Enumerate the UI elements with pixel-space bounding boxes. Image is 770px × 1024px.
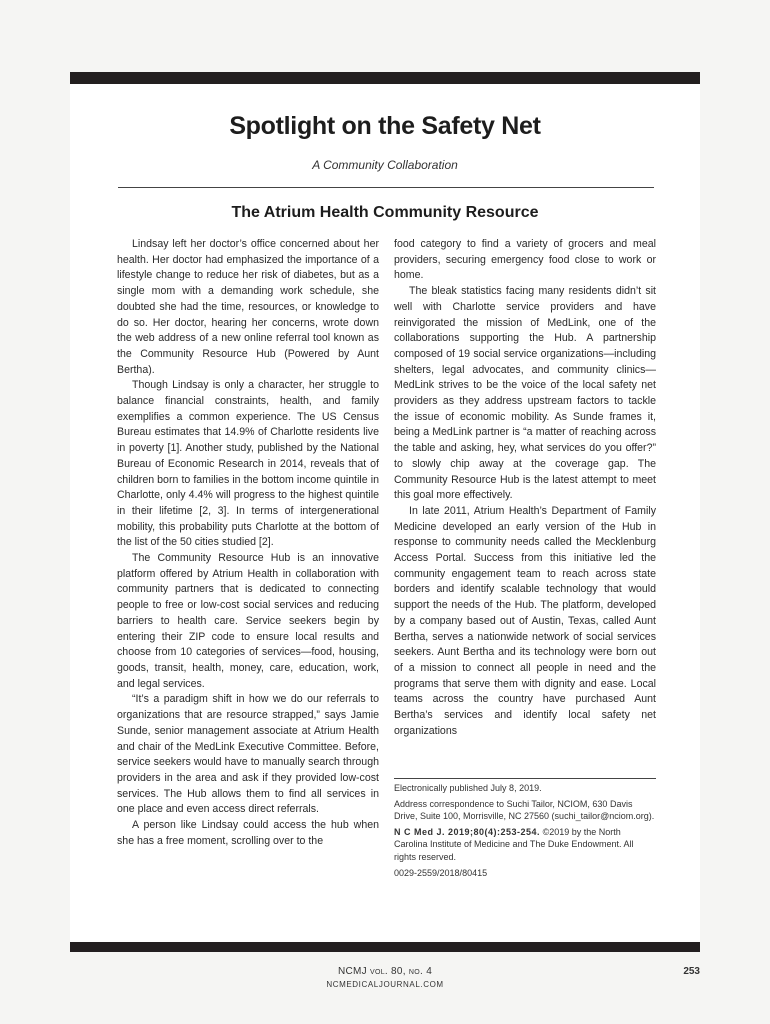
title-divider xyxy=(118,187,654,188)
left-paragraph-4: “It’s a paradigm shift in how we do our referrals to organizations that are resource strapped,” says Jamie Sunde, senior management associate at Atrium Health and chair of the MedLink Executive Committee. Before, service seekers would have to manually search through providers in the area and ask if they provided low-cost services. The Hub allows them to find all services in one place and even access direct referrals. xyxy=(117,693,379,816)
page-subtitle: A Community Collaboration xyxy=(312,158,458,172)
right-paragraph-1: food category to find a variety of grocers and meal providers, securing emergency food close to work or home. xyxy=(394,238,656,282)
footer-website-link[interactable]: NCMEDICALJOURNAL.COM xyxy=(326,980,444,989)
citation-reference: N C Med J. 2019;80(4):253-254. xyxy=(394,826,541,837)
right-paragraph-2: The bleak statistics facing many residents didn’t sit well with Charlotte service providers and have reinvigorated the mission of MedLink, one of the collaborations supporting the Hub. A partnership composed of 19 social service organizations—including shelters, legal advocates, and community clinics—MedLink strives to be the voice of the local safety net providers as they address upstream factors to tackle the issue of economic mobility. As Sunde frames it, being a MedLink partner is “a matter of reaching across the table and asking, hey, what services do you offer?” to slowly chip away at the coverage gap. The Community Resource Hub is the latest attempt to meet this goal more effectively. xyxy=(394,285,656,502)
left-paragraph-2: Though Lindsay is only a character, her struggle to balance financial constraints, health, and family exemplifies a common experience. The US Census Bureau estimates that 14.9% of Charlotte residents live in poverty [1]. Another study, published by the National Bureau of Economic Research in 2014, reveals that of children born to families in the bottom income quintile in Charlotte, only 4.4% will progress to the highest quintile in their lifetime [2, 3]. In terms of intergenerational mobility, this probability puts Charlotte at the bottom of the list of the 50 cities studied [2]. xyxy=(117,379,379,549)
page-title: Spotlight on the Safety Net xyxy=(229,112,541,140)
footnote-correspondence: Address correspondence to Suchi Tailor, NCIOM, 630 Davis Drive, Suite 100, Morrisville, NC 27560 (suchi_tailor@nciom.org). xyxy=(394,798,655,822)
page-number: 253 xyxy=(683,966,700,977)
right-paragraph-3: In late 2011, Atrium Health’s Department of Family Medicine developed an early version of the Hub in response to community needs called the Mecklenburg Access Portal. Success from this initiative led the community engagement team to reach across state borders and identify scalable technology that would support the needs of the Hub. The platform, developed by a company based out of Austin, Texas, called Aunt Bertha, serves a nationwide network of social services seekers. Aunt Bertha and its technology were born out of a mission to connect all people in need and the programs that serve them with dignity and ease. Local teams across the country have purchased Aunt Bertha’s services and identify local safety net organizations xyxy=(394,504,656,737)
footnote-issn: 0029-2559/2018/80415 xyxy=(394,867,488,878)
left-paragraph-5: A person like Lindsay could access the hub when she has a free moment, scrolling over to the xyxy=(117,819,379,847)
footer-journal: NCMJ vol. 80, no. 4 xyxy=(337,966,433,977)
section-title: The Atrium Health Community Resource xyxy=(231,204,539,221)
footnote-citation xyxy=(394,826,656,864)
left-column xyxy=(117,237,379,849)
left-paragraph-3: The Community Resource Hub is an innovative platform offered by Atrium Health in collaboration with community partners that is dedicated to connecting people to free or low-cost social services and reducing barriers to health care. Service seekers begin by entering their ZIP code to ensure local results and choose from 10 categories of services—food, housing, goods, transit, health, money, care, education, work, and legal services. xyxy=(117,552,379,690)
footnotes xyxy=(394,782,656,882)
right-column xyxy=(394,237,656,740)
bottom-bar xyxy=(70,942,700,952)
citation-copyright: ©2019 by the North Carolina Institute of Medicine and The Duke Endowment. All rights reserved. xyxy=(394,826,634,862)
footnote-divider xyxy=(394,778,656,779)
left-paragraph-1: Lindsay left her doctor’s office concerned about her health. Her doctor had emphasized the importance of a lifestyle change to reduce her risk of diabetes, but as a single mom with a demanding work schedule, she doubted she had the time, resources, or knowledge to do so. Her doctor, hearing her concerns, wrote down the web address of a new online referral tool known as the Community Resource Hub (Powered by Aunt Bertha). xyxy=(117,238,379,376)
footnote-published: Electronically published July 8, 2019. xyxy=(394,783,542,793)
top-bar xyxy=(70,72,700,84)
